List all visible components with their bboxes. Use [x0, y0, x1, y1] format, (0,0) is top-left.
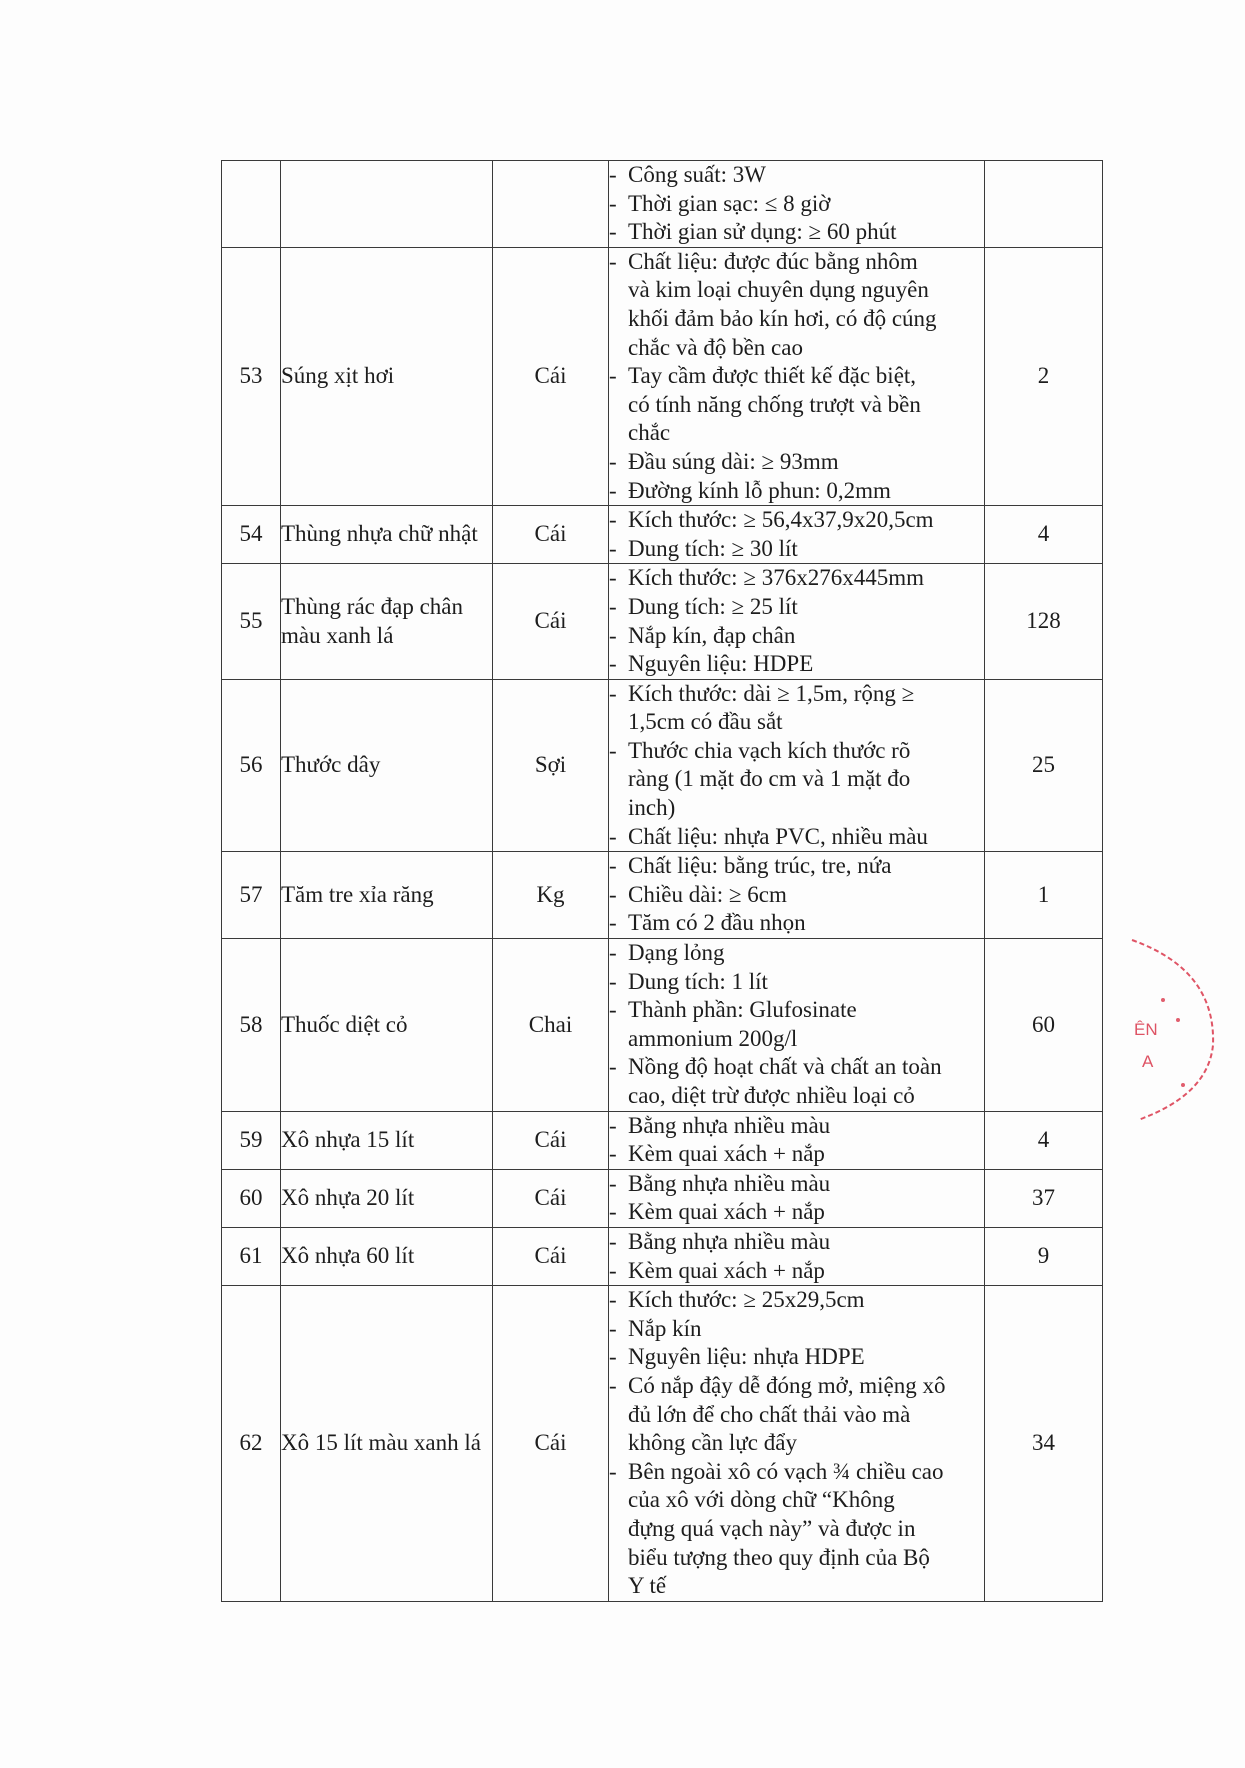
stt-cell: 54	[222, 506, 281, 564]
spec-line: ràng (1 mặt đo cm và 1 mặt đo	[628, 766, 911, 792]
spec-line: - Nắp kín	[609, 1315, 984, 1344]
unit-cell: Cái	[493, 247, 609, 505]
spec-cell	[609, 161, 985, 248]
stt-cell: 57	[222, 852, 281, 939]
spec-line: và kim loại chuyên dụng nguyên	[628, 277, 929, 303]
table-row	[222, 679, 1103, 852]
stt-cell: 61	[222, 1227, 281, 1285]
table-row	[222, 939, 1103, 1112]
spec-line: - Dung tích: ≥ 30 lít	[609, 535, 984, 564]
spec-line: chắc	[628, 420, 671, 446]
spec-line: - Nguyên liệu: nhựa HDPE	[609, 1343, 984, 1372]
name-cell: Thước dây	[281, 679, 493, 852]
spec-line: - Đầu súng dài: ≥ 93mm	[609, 448, 984, 477]
spec-cell	[609, 1286, 985, 1602]
table-row	[222, 1227, 1103, 1285]
unit-cell: Chai	[493, 939, 609, 1112]
table-row	[222, 247, 1103, 505]
spec-line: - Nồng độ hoạt chất và chất an toàn	[609, 1053, 984, 1082]
spec-cell	[609, 1169, 985, 1227]
spec-line: - Có nắp đậy dễ đóng mở, miệng xô	[609, 1372, 984, 1401]
spec-line: - Chất liệu: được đúc bằng nhôm	[609, 248, 984, 277]
spec-cell	[609, 247, 985, 505]
unit-cell: Cái	[493, 564, 609, 679]
spec-line: của xô với dòng chữ “Không	[628, 1487, 895, 1513]
spec-line: inch)	[628, 795, 676, 821]
spec-cell	[609, 1111, 985, 1169]
spec-line: - Dung tích: 1 lít	[609, 968, 984, 997]
spec-line: - Kích thước: ≥ 376x276x445mm	[609, 564, 984, 593]
spec-line: - Kèm quai xách + nắp	[609, 1198, 984, 1227]
spec-line: - Dung tích: ≥ 25 lít	[609, 593, 984, 622]
unit-cell: Cái	[493, 506, 609, 564]
spec-line: - Kèm quai xách + nắp	[609, 1140, 984, 1169]
table-row	[222, 1169, 1103, 1227]
qty-cell: 4	[985, 506, 1103, 564]
name-cell: Xô nhựa 60 lít	[281, 1227, 493, 1285]
stt-cell: 60	[222, 1169, 281, 1227]
table-row	[222, 1286, 1103, 1602]
name-cell: Súng xịt hơi	[281, 247, 493, 505]
spec-line: - Thành phần: Glufosinate	[609, 996, 984, 1025]
spec-line: không cần lực đẩy	[628, 1430, 797, 1456]
spec-line: Y tế	[628, 1573, 667, 1599]
spec-cell	[609, 564, 985, 679]
spec-cell	[609, 1227, 985, 1285]
name-cell: Thuốc diệt cỏ	[281, 939, 493, 1112]
name-cell: Xô 15 lít màu xanh lá	[281, 1286, 493, 1602]
stt-cell: 53	[222, 247, 281, 505]
unit-cell: Cái	[493, 1169, 609, 1227]
spec-line: - Bằng nhựa nhiều màu	[609, 1228, 984, 1257]
spec-line: - Kèm quai xách + nắp	[609, 1257, 984, 1286]
spec-line: - Thời gian sử dụng: ≥ 60 phút	[609, 218, 984, 247]
qty-cell: 37	[985, 1169, 1103, 1227]
qty-cell: 34	[985, 1286, 1103, 1602]
table-row	[222, 852, 1103, 939]
spec-line: - Tay cầm được thiết kế đặc biệt,	[609, 362, 984, 391]
name-cell: Xô nhựa 20 lít	[281, 1169, 493, 1227]
name-cell: Xô nhựa 15 lít	[281, 1111, 493, 1169]
spec-line: biểu tượng theo quy định của Bộ	[628, 1544, 930, 1570]
qty-cell: 128	[985, 564, 1103, 679]
spec-line: đủ lớn để cho chất thải vào mà	[628, 1401, 911, 1427]
stt-cell: 62	[222, 1286, 281, 1602]
spec-line: - Công suất: 3W	[609, 161, 984, 190]
stt-cell: 59	[222, 1111, 281, 1169]
qty-cell: 60	[985, 939, 1103, 1112]
spec-line: cao, diệt trừ được nhiều loại cỏ	[628, 1083, 915, 1108]
spec-line: - Chất liệu: bằng trúc, tre, nứa	[609, 852, 984, 881]
spec-line: - Thước chia vạch kích thước rõ	[609, 737, 984, 766]
spec-line: - Tăm có 2 đầu nhọn	[609, 909, 984, 938]
unit-cell: Cái	[493, 1227, 609, 1285]
table-row-continuation	[222, 161, 1103, 248]
spec-line: khối đảm bảo kín hơi, có độ cúng	[628, 305, 937, 331]
table-row	[222, 506, 1103, 564]
stt-cell	[222, 161, 281, 248]
qty-cell: 25	[985, 679, 1103, 852]
spec-line: ammonium 200g/l	[628, 1025, 798, 1051]
unit-cell	[493, 161, 609, 248]
table-body	[222, 161, 1103, 1602]
qty-cell: 4	[985, 1111, 1103, 1169]
spec-line: - Bằng nhựa nhiều màu	[609, 1170, 984, 1199]
name-cell: Tăm tre xỉa răng	[281, 852, 493, 939]
spec-line: - Bằng nhựa nhiều màu	[609, 1112, 984, 1141]
stamp-text-1: ÊN	[1134, 1020, 1158, 1039]
spec-line: - Dạng lỏng	[609, 939, 984, 968]
spec-line: - Chất liệu: nhựa PVC, nhiều màu	[609, 823, 984, 852]
spec-cell	[609, 679, 985, 852]
qty-cell: 2	[985, 247, 1103, 505]
qty-cell: 1	[985, 852, 1103, 939]
spec-line: 1,5cm có đầu sắt	[628, 709, 783, 735]
table-row	[222, 564, 1103, 679]
spec-cell	[609, 506, 985, 564]
unit-cell: Cái	[493, 1111, 609, 1169]
spec-line: có tính năng chống trượt và bền	[628, 391, 921, 417]
spec-line: - Thời gian sạc: ≤ 8 giờ	[609, 190, 984, 219]
stt-cell: 55	[222, 564, 281, 679]
spec-line: - Kích thước: ≥ 56,4x37,9x20,5cm	[609, 506, 984, 535]
table-row	[222, 1111, 1103, 1169]
spec-line: - Chiều dài: ≥ 6cm	[609, 881, 984, 910]
qty-cell	[985, 161, 1103, 248]
qty-cell: 9	[985, 1227, 1103, 1285]
spec-line: - Kích thước: dài ≥ 1,5m, rộng ≥	[609, 680, 984, 709]
stt-cell: 56	[222, 679, 281, 852]
spec-line: - Kích thước: ≥ 25x29,5cm	[609, 1286, 984, 1315]
unit-cell: Kg	[493, 852, 609, 939]
spec-line: đựng quá vạch này” và được in	[628, 1515, 916, 1541]
spec-line: - Nắp kín, đạp chân	[609, 622, 984, 651]
spec-line: - Bên ngoài xô có vạch ¾ chiều cao	[609, 1458, 984, 1487]
spec-cell	[609, 852, 985, 939]
stt-cell: 58	[222, 939, 281, 1112]
name-cell: Thùng nhựa chữ nhật	[281, 506, 493, 564]
name-cell	[281, 161, 493, 248]
spec-line: - Nguyên liệu: HDPE	[609, 650, 984, 679]
unit-cell: Cái	[493, 1286, 609, 1602]
spec-line: chắc và độ bền cao	[628, 334, 803, 360]
stamp-text-2: A	[1142, 1052, 1154, 1071]
specification-table	[221, 160, 1103, 1602]
unit-cell: Sợi	[493, 679, 609, 852]
name-cell: Thùng rác đạp chân màu xanh lá	[281, 564, 493, 679]
spec-cell	[609, 939, 985, 1112]
red-seal-stamp	[1128, 935, 1218, 1125]
spec-line: - Đường kính lỗ phun: 0,2mm	[609, 477, 984, 506]
